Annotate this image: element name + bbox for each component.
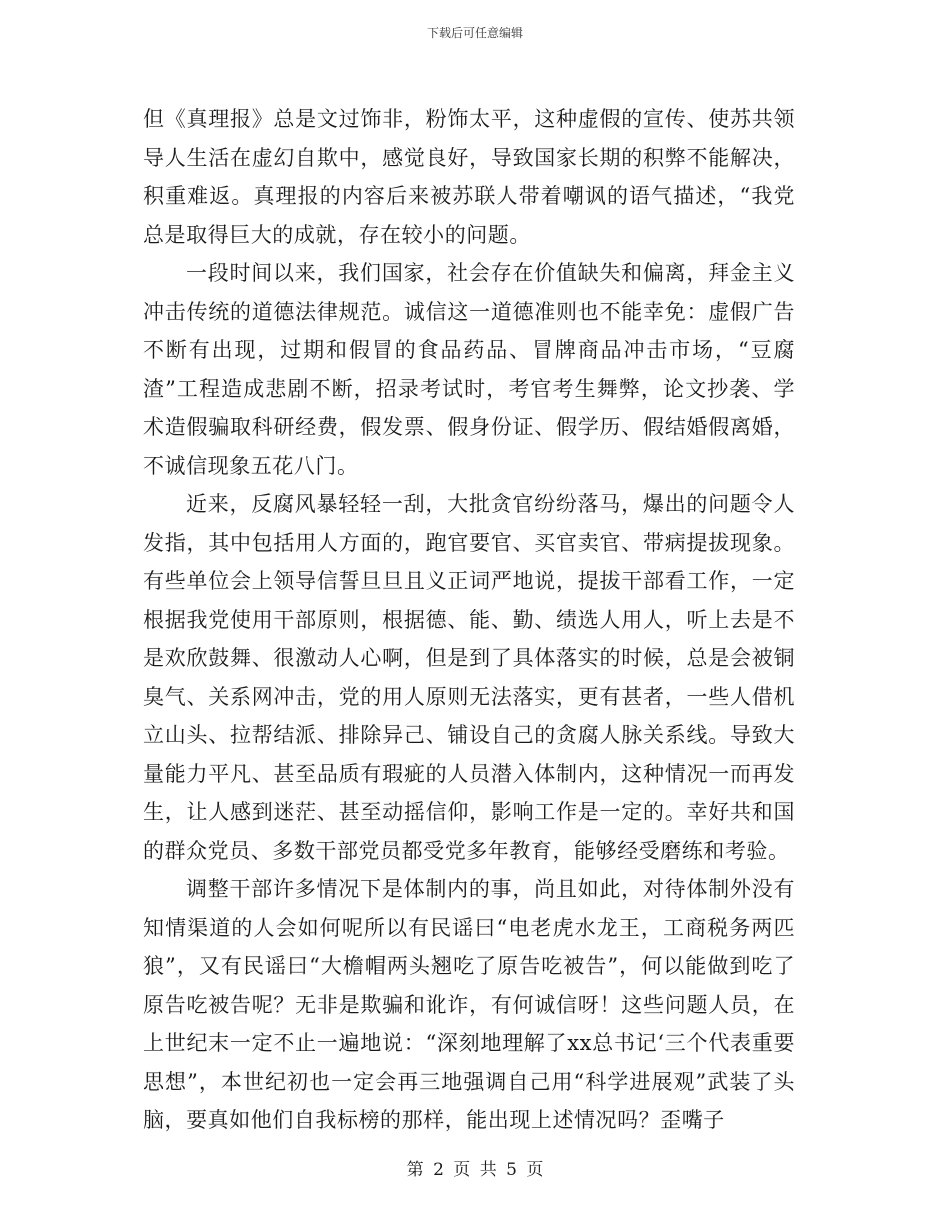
footer-total-prefix: 共 <box>479 1160 497 1180</box>
paragraph-4: 调整干部许多情况下是体制内的事，尚且如此，对待体制外没有知情渠道的人会如何呢所以有民谣曰“电老虎水龙王，工商税务两匹狼”，又有民谣曰“大檐帽两头翘吃了原告吃被告”，何以能做到吃了原告吃被告呢？无非是欺骗和讹诈，有何诚信呀！这些问题人员，在上世纪末一定不止一遍地说：“深刻地理解了xx总书记‘三个代表重要思想”，本世纪初也一定会再三地强调自己用“科学进展观”武装了头脑，要真如他们自我标榜的那样，能出现上述情况吗？歪嘴子 <box>143 877 795 1132</box>
paragraph-2: 一段时间以来，我们国家，社会存在价值缺失和偏离，拜金主义冲击传统的道德法律规范。诚信这一道德准则也不能幸免：虚假广告不断有出现，过期和假冒的食品药品、冒牌商品冲击市场，“豆腐渣”工程造成悲剧不断，招录考试时，考官考生舞弊，论文抄袭、学术造假骗取科研经费，假发票、假身份证、假学历、假结婚假离婚，不诚信现象五花八门。 <box>143 261 795 478</box>
total-page-count: 5 <box>506 1160 517 1180</box>
footer-page-word: 页 <box>453 1160 471 1180</box>
page-number-footer <box>0 1155 950 1180</box>
current-page-number: 2 <box>433 1160 444 1180</box>
footer-prefix: 第 <box>406 1160 424 1180</box>
document-body <box>143 100 795 1140</box>
page-header: 下载后可任意编辑 <box>426 26 523 40</box>
paragraph-1: 但《真理报》总是文过饰非，粉饰太平，这种虚假的宣传、使苏共领导人生活在虚幻自欺中，感觉良好，导致国家长期的积弊不能解决，积重难返。真理报的内容后来被苏联人带着嘲讽的语气描述，“我党总是取得巨大的成就，存在较小的问题。 <box>143 107 795 247</box>
footer-suffix: 页 <box>526 1160 544 1180</box>
paragraph-3: 近来，反腐风暴轻轻一刮，大批贪官纷纷落马，爆出的问题令人发指，其中包括用人方面的，跑官要官、买官卖官、带病提拔现象。有些单位会上领导信誓旦旦且义正词严地说，提拔干部看工作，一定根据我党使用干部原则，根据德、能、勤、绩选人用人，听上去是不是欢欣鼓舞、很激动人心啊，但是到了具体落实的时候，总是会被铜臭气、关系网冲击，党的用人原则无法落实，更有甚者，一些人借机立山头、拉帮结派、排除异己、铺设自己的贪腐人脉关系线。导致大量能力平凡、甚至品质有瑕疵的人员潜入体制内，这种情况一而再发生，让人感到迷茫、甚至动摇信仰，影响工作是一定的。幸好共和国的群众党员、多数干部党员都受党多年教育，能够经受磨练和考验。 <box>143 492 795 863</box>
